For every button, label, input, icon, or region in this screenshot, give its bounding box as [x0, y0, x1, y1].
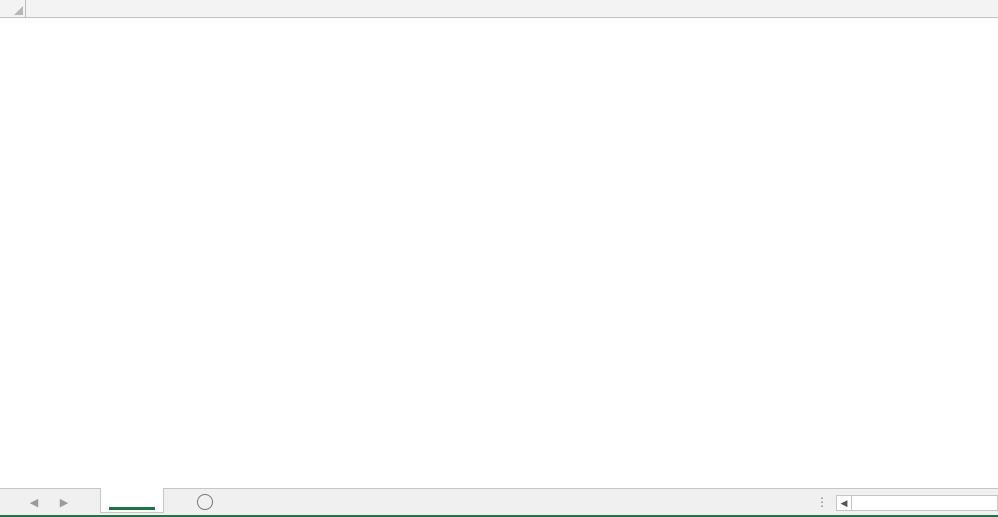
select-all-triangle-icon	[14, 6, 23, 15]
select-all-corner[interactable]	[0, 0, 26, 17]
add-sheet-button[interactable]	[197, 494, 213, 510]
more-options-icon[interactable]: ⋮	[816, 495, 828, 509]
sheet-tab-bar	[0, 488, 998, 517]
sheet-tab-sheet1[interactable]	[100, 488, 164, 513]
next-sheet-arrow-icon[interactable]: ▶	[59, 497, 69, 509]
horizontal-scrollbar[interactable]	[836, 495, 998, 511]
scroll-left-arrow-icon[interactable]: ◀	[837, 496, 852, 510]
column-header-bar	[0, 0, 998, 18]
prev-sheet-arrow-icon[interactable]: ◀	[29, 497, 39, 509]
